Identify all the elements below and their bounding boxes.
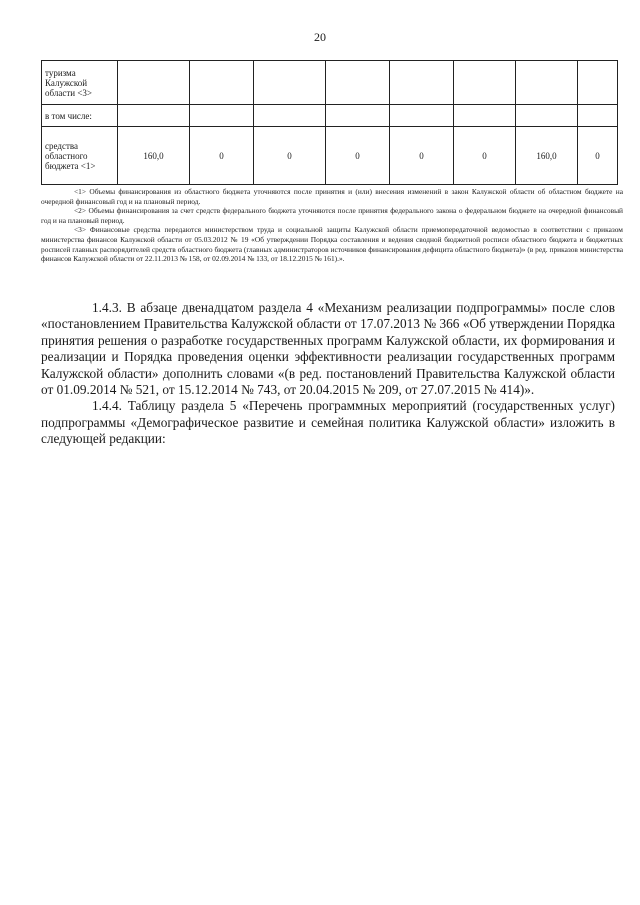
table-cell [516,105,578,127]
table-row [42,105,618,127]
table-cell [390,61,454,105]
table-cell [190,105,254,127]
row-label: туризма Калужской области <3> [42,61,118,105]
table-cell [454,61,516,105]
table-row [42,127,618,185]
row-label: в том числе: [42,105,118,127]
table-cell: 0 [454,127,516,185]
table-cell: 160,0 [118,127,190,185]
table-cell: 0 [190,127,254,185]
footnotes [41,187,623,264]
table-cell: 0 [254,127,326,185]
paragraph: 1.4.4. Таблицу раздела 5 «Перечень программных мероприятий (государственных услуг) подпрограммы «Демографическое развитие и семейная политика Калужской области» изложить в следующей редакции: [41,398,615,447]
table-cell: 160,0 [516,127,578,185]
footnote: <2> Объемы финансирования за счет средств федерального бюджета уточняются после принятия федерального закона о федеральном бюджете на очередной финансовый год и на плановый период. [41,206,623,225]
table-row [42,61,618,105]
table-cell [118,105,190,127]
footnote: <1> Объемы финансирования из областного бюджета уточняются после принятия и (или) внесения изменений в закон Калужской области об областном бюджете на очередной финансовый год и на плановый период. [41,187,623,206]
table-cell [516,61,578,105]
table-cell: 0 [390,127,454,185]
table-cell [578,61,618,105]
table-cell [254,61,326,105]
page-number: 20 [314,30,326,44]
table-cell: 0 [326,127,390,185]
body-text [41,300,615,448]
table-cell [390,105,454,127]
table-cell [190,61,254,105]
table-cell [326,105,390,127]
table-cell [326,61,390,105]
financing-table [41,60,618,185]
table-cell [118,61,190,105]
table-cell [578,105,618,127]
row-label: средства областного бюджета <1> [42,127,118,185]
table-cell: 0 [578,127,618,185]
table-cell [254,105,326,127]
table-cell [454,105,516,127]
paragraph: 1.4.3. В абзаце двенадцатом раздела 4 «Механизм реализации подпрограммы» после слов «постановлением Правительства Калужской области от 17.07.2013 № 366 «Об утверждении Порядка принятия решения о разработке государственных программ Калужской области, их формирования и реализации и Порядка проведения оценки эффективности реализации государственных программ Калужской области» дополнить словами «(в ред. постановлений Правительства Калужской области от 01.09.2014 № 521, от 15.12.2014 № 743, от 20.04.2015 № 209, от 27.07.2015 № 414)». [41,300,615,398]
footnote: <3> Финансовые средства передаются министерством труда и социальной защиты Калужской области приемопередаточной ведомостью в соответствии с приказом министерства финансов Калужской области от 05.03.2012 № 19 «Об утверждении Порядка составления и ведения сводной бюджетной росписи областного бюджета и бюджетных росписей главных распорядителей средств областного бюджета (главных администраторов источников финансирования дефицита областного бюджета)» (в ред. приказов министерства финансов Калужской области от 22.11.2013 № 158, от 02.09.2014 № 133, от 18.12.2015 № 161).». [41,225,623,264]
